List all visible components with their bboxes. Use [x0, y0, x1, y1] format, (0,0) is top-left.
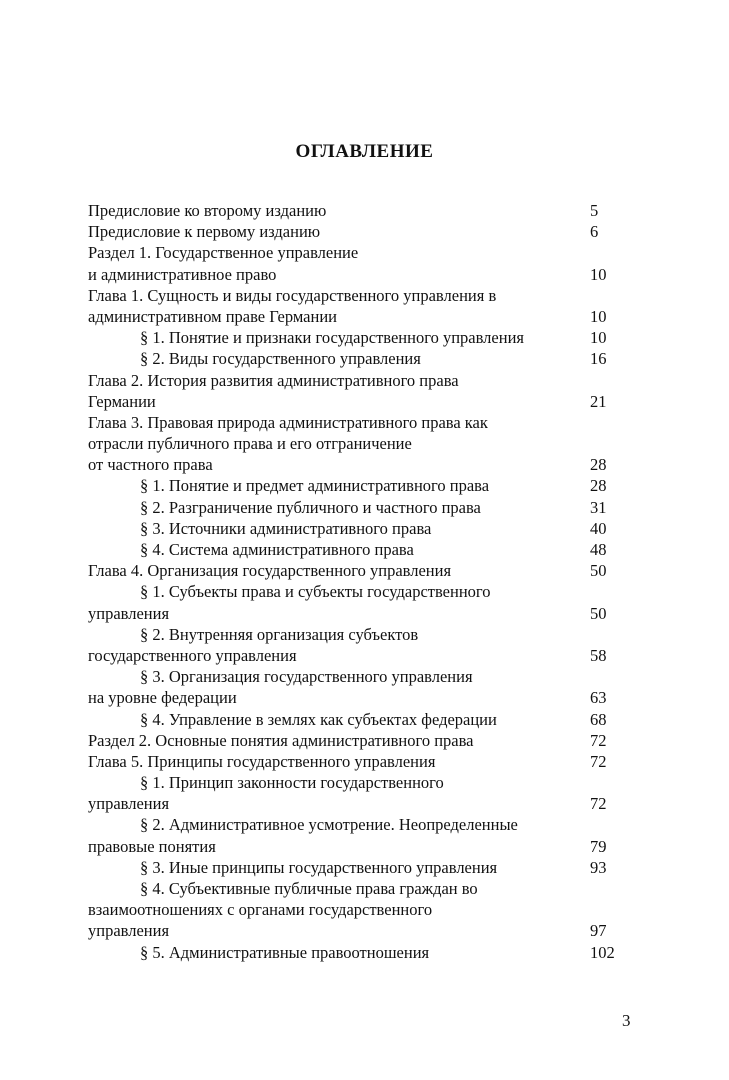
toc-entry	[0, 899, 729, 920]
page-title: ОГЛАВЛЕНИЕ	[295, 141, 434, 162]
toc-entry-page: 72	[590, 751, 607, 771]
toc-entry-page: 31	[590, 497, 607, 517]
toc-entry-page: 97	[590, 921, 607, 941]
toc-entry-text: административном праве Германии	[88, 306, 337, 326]
toc-entry-page: 72	[590, 730, 607, 750]
toc-entry-text: Глава 2. История развития административного права	[88, 370, 459, 390]
toc-entry	[0, 857, 729, 878]
toc-entry-text: § 1. Понятие и признаки государственного управления	[140, 328, 524, 348]
toc-entry	[0, 793, 729, 814]
toc-entry	[0, 920, 729, 941]
toc-entry-page: 21	[590, 391, 607, 411]
toc-entry-text: Германии	[88, 391, 156, 411]
toc-entry-text: управления	[88, 603, 170, 623]
toc-entry-text: на уровне федерации	[88, 688, 237, 708]
toc-entry-text: взаимоотношениях с органами государственного	[88, 900, 433, 920]
toc-entry-page: 93	[590, 857, 607, 877]
toc-entry-text: § 3. Организация государственного управления	[140, 667, 473, 687]
toc-entry-page: 10	[590, 328, 607, 348]
page-number: 3	[622, 1011, 631, 1030]
toc-entry	[0, 433, 729, 454]
toc-entry-text: § 4. Субъективные публичные права граждан во	[140, 879, 478, 898]
toc-entry-page: 28	[590, 476, 607, 496]
toc-entry-page: 40	[590, 518, 607, 538]
toc-entry-page: 72	[590, 794, 607, 814]
toc-entry-text: § 3. Иные принципы государственного управления	[140, 857, 498, 877]
toc-entry-text: правовые понятия	[88, 836, 216, 856]
toc-entry	[0, 306, 729, 327]
toc-entry-text: § 1. Субъекты права и субъекты государственного	[140, 582, 491, 602]
toc-entry-text: государственного управления	[88, 645, 297, 665]
toc-entry-page: 48	[590, 540, 607, 559]
toc-entry-page: 10	[590, 264, 607, 284]
toc-entry-page: 10	[590, 306, 607, 326]
toc-entry	[0, 603, 729, 624]
toc-entry	[0, 666, 729, 687]
toc-entry-page: 102	[590, 942, 615, 962]
toc-entry	[0, 348, 729, 369]
toc-entry-text: § 4. Управление в землях как субъектах федерации	[140, 709, 497, 729]
toc-entry	[0, 730, 729, 751]
toc-entry-text: и административное право	[88, 264, 277, 284]
toc-entry-text: Предисловие ко второму изданию	[88, 201, 327, 220]
toc-entry-text: § 4. Система административного права	[140, 540, 414, 559]
toc-entry-page: 68	[590, 709, 607, 729]
toc-entry	[0, 814, 729, 835]
toc-entry-text: § 2. Разграничение публичного и частного права	[140, 497, 481, 517]
toc-entry	[0, 285, 729, 306]
toc-entry-text: управления	[88, 921, 170, 941]
toc-entry-page: 16	[590, 349, 607, 369]
toc-entry-text: § 3. Источники административного права	[140, 518, 432, 538]
toc-entry	[0, 942, 729, 963]
table-of-contents	[0, 200, 729, 963]
toc-entry	[0, 709, 729, 730]
toc-entry	[0, 645, 729, 666]
toc-entry-page: 50	[590, 561, 607, 581]
toc-entry	[0, 497, 729, 518]
toc-entry-page: 63	[590, 688, 607, 708]
toc-entry-text: Глава 1. Сущность и виды государственного управления в	[88, 285, 497, 305]
toc-entry	[0, 518, 729, 539]
toc-entry-page: 5	[590, 201, 599, 220]
toc-entry	[0, 370, 729, 391]
toc-entry-page: 79	[590, 836, 607, 856]
toc-entry	[0, 327, 729, 348]
toc-entry-text: Раздел 1. Государственное управление	[88, 243, 359, 263]
toc-entry	[0, 772, 729, 793]
toc-entry	[0, 475, 729, 496]
toc-entry	[0, 836, 729, 857]
toc-entry	[0, 412, 729, 433]
toc-entry	[0, 221, 729, 242]
toc-entry-text: § 1. Принцип законности государственного	[140, 773, 444, 793]
toc-entry-text: Глава 5. Принципы государственного управления	[88, 751, 436, 771]
toc-entry	[0, 560, 729, 581]
toc-entry	[0, 539, 729, 560]
toc-entry-text: § 2. Административное усмотрение. Неопределенные	[140, 815, 518, 835]
toc-entry-text: от частного права	[88, 455, 213, 475]
toc-entry	[0, 878, 729, 899]
toc-entry-text: Глава 3. Правовая природа административного права как	[88, 412, 488, 432]
toc-entry	[0, 687, 729, 708]
toc-entry	[0, 200, 729, 221]
toc-entry	[0, 751, 729, 772]
toc-entry-page: 58	[590, 645, 607, 665]
toc-entry-text: § 5. Административные правоотношения	[140, 942, 430, 962]
toc-entry	[0, 264, 729, 285]
toc-entry-text: § 2. Виды государственного управления	[140, 349, 421, 369]
toc-entry-page: 28	[590, 455, 607, 475]
toc-entry-text: Раздел 2. Основные понятия административного права	[88, 730, 474, 750]
toc-entry-text: Предисловие к первому изданию	[88, 222, 321, 242]
toc-entry-text: отрасли публичного права и его отграничение	[88, 434, 412, 454]
toc-entry-page: 6	[590, 222, 599, 242]
toc-entry	[0, 454, 729, 475]
toc-entry-text: § 2. Внутренняя организация субъектов	[140, 624, 419, 644]
toc-entry-text: Глава 4. Организация государственного управления	[88, 561, 452, 581]
toc-entry-text: управления	[88, 794, 170, 814]
toc-entry	[0, 242, 729, 263]
toc-entry	[0, 624, 729, 645]
toc-entry-page: 50	[590, 603, 607, 623]
toc-entry	[0, 581, 729, 602]
toc-entry	[0, 391, 729, 412]
toc-entry-text: § 1. Понятие и предмет административного права	[140, 476, 490, 496]
